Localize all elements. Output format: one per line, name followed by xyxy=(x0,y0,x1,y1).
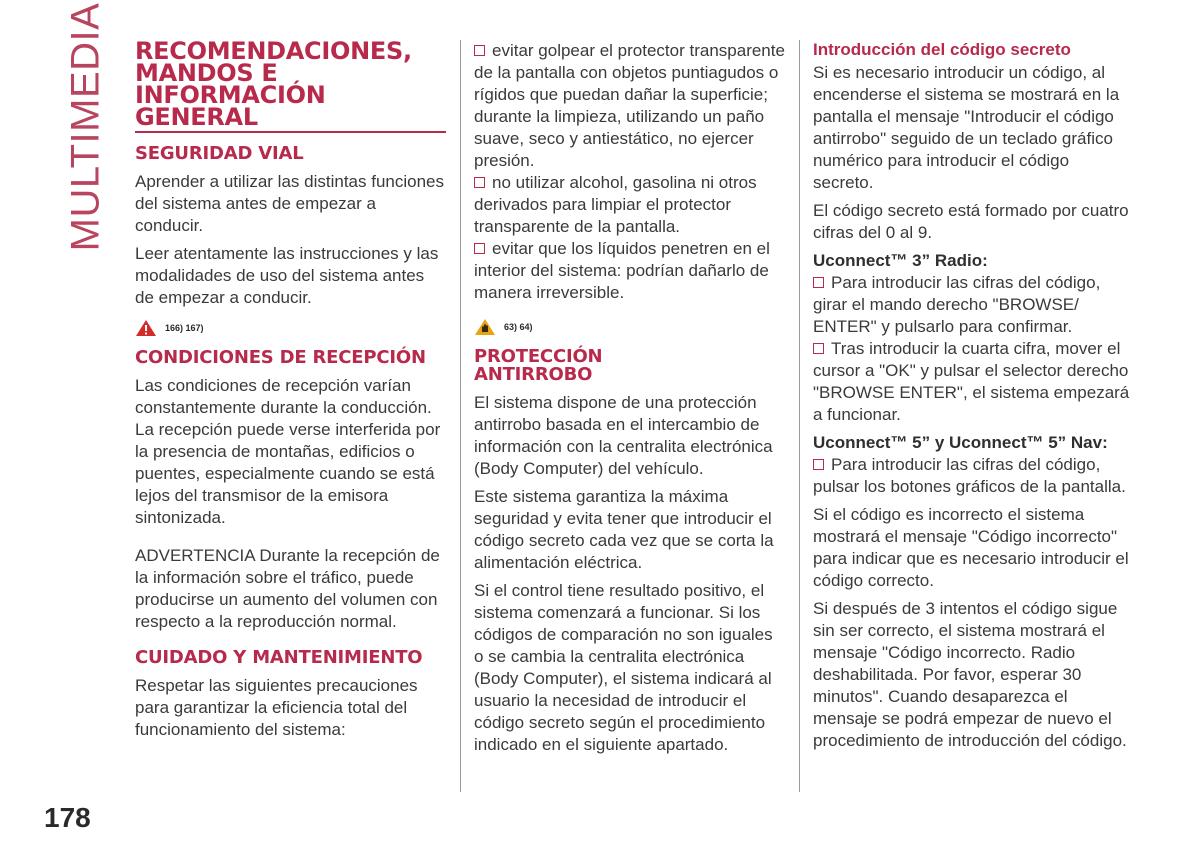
column-1 xyxy=(135,37,446,747)
checkbox-bullet-icon xyxy=(474,45,485,56)
caution-reference xyxy=(474,318,786,336)
checkbox-bullet-icon xyxy=(813,459,824,470)
heading-introduccion-codigo: Introducción del código secreto xyxy=(813,40,1071,59)
bullet-item: Para introducir las cifras del código, girar el mando derecho "BROWSE/ ENTER" y pulsarlo para confirmar. xyxy=(813,273,1101,336)
checkbox-bullet-icon xyxy=(813,277,824,288)
warning-reference xyxy=(135,319,446,337)
paragraph: El sistema dispone de una protección antirrobo basada en el intercambio de información con la centralita electrónica (Body Computer) del vehículo. xyxy=(474,393,773,478)
caution-ref-text: 63) 64) xyxy=(504,322,533,332)
warning-triangle-icon xyxy=(135,319,157,337)
paragraph: ADVERTENCIA Durante la recepción de la información sobre el tráfico, puede producirse un aumento del volumen con respecto a la reproducción normal. xyxy=(135,546,440,631)
subheading-uconnect-3: Uconnect™ 3” Radio: xyxy=(813,251,988,270)
bullet-item: evitar golpear el protector transparente de la pantalla con objetos puntiagudos o rígidos que puedan dañar la superficie; durante la limpieza, utilizando un paño suave, seco y antiestático, no ejercer presión. xyxy=(474,41,785,170)
paragraph: Este sistema garantiza la máxima seguridad y evita tener que introducir el código secreto cada vez que se corta la alimentación eléctrica. xyxy=(474,487,774,572)
page-title: RECOMENDACIONES, MANDOS E INFORMACIÓN GENERAL xyxy=(135,37,412,131)
heading-seguridad-vial: SEGURIDAD VIAL xyxy=(135,143,304,164)
section-side-label xyxy=(63,2,108,252)
title-underline xyxy=(135,131,446,133)
bullet-item: evitar que los líquidos penetren en el interior del sistema: podrían dañarlo de manera irreversible. xyxy=(474,239,770,302)
bullet-item: Para introducir las cifras del código, pulsar los botones gráficos de la pantalla. xyxy=(813,455,1126,496)
paragraph: Aprender a utilizar las distintas funciones del sistema antes de empezar a conducir. xyxy=(135,172,444,235)
paragraph: Si el control tiene resultado positivo, el sistema comenzará a funcionar. Si los códigos de comparación no son iguales o se cambia la centralita electrónica (Body Computer), el sistema indicará al usuario la necesidad de introducir el código secreto según el procedimiento indicado en el siguiente apartado. xyxy=(474,581,773,754)
paragraph: Si el código es incorrecto el sistema mostrará el mensaje "Código incorrecto" para indicar que es necesario introducir el código correcto. xyxy=(813,505,1129,590)
paragraph: Leer atentamente las instrucciones y las modalidades de uso del sistema antes de empezar a conducir. xyxy=(135,244,439,307)
page-number: 178 xyxy=(44,802,91,833)
heading-proteccion-antirrobo: PROTECCIÓN ANTIRROBO xyxy=(474,346,603,385)
column-divider xyxy=(799,40,800,792)
paragraph: Las condiciones de recepción varían constantemente durante la conducción. La recepción puede verse interferida por la presencia de montañas, edificios o puentes, especialmente cuando se está lejos del transmisor de la emisora sintonizada. xyxy=(135,376,441,527)
side-label-text: MULTIMEDIA xyxy=(63,2,108,252)
checkbox-bullet-icon xyxy=(474,243,485,254)
paragraph: Si después de 3 intentos el código sigue sin ser correcto, el sistema mostrará el mensaje "Código incorrecto. Radio deshabilitada. Por favor, esperar 30 minutos". Cuando desaparezca el mensaje se podrá empezar de nuevo el procedimiento de introducción del código. xyxy=(813,599,1127,750)
paragraph: El código secreto está formado por cuatro cifras del 0 al 9. xyxy=(813,201,1129,242)
paragraph: Respetar las siguientes precauciones para garantizar la eficiencia total del funcionamiento del sistema: xyxy=(135,676,418,739)
column-divider xyxy=(460,40,461,792)
column-2 xyxy=(474,40,786,762)
bullet-item: Tras introducir la cuarta cifra, mover el cursor a "OK" y pulsar el selector derecho "BROWSE ENTER", el sistema empezará a funcionar. xyxy=(813,339,1130,424)
caution-hand-icon xyxy=(474,318,496,336)
column-3 xyxy=(813,40,1131,758)
heading-condiciones-recepcion: CONDICIONES DE RECEPCIÓN xyxy=(135,347,426,368)
paragraph: Si es necesario introducir un código, al encenderse el sistema se mostrará en la pantalla el mensaje "Introducir el código antirrobo" seguido de un teclado gráfico numérico para introducir el código secreto. xyxy=(813,63,1120,192)
heading-cuidado-mantenimiento: CUIDADO Y MANTENIMIENTO xyxy=(135,647,423,668)
bullet-item: no utilizar alcohol, gasolina ni otros derivados para limpiar el protector transparente de la pantalla. xyxy=(474,173,757,236)
subheading-uconnect-5: Uconnect™ 5” y Uconnect™ 5” Nav: xyxy=(813,433,1108,452)
checkbox-bullet-icon xyxy=(474,177,485,188)
checkbox-bullet-icon xyxy=(813,343,824,354)
warning-ref-text: 166) 167) xyxy=(165,323,204,333)
